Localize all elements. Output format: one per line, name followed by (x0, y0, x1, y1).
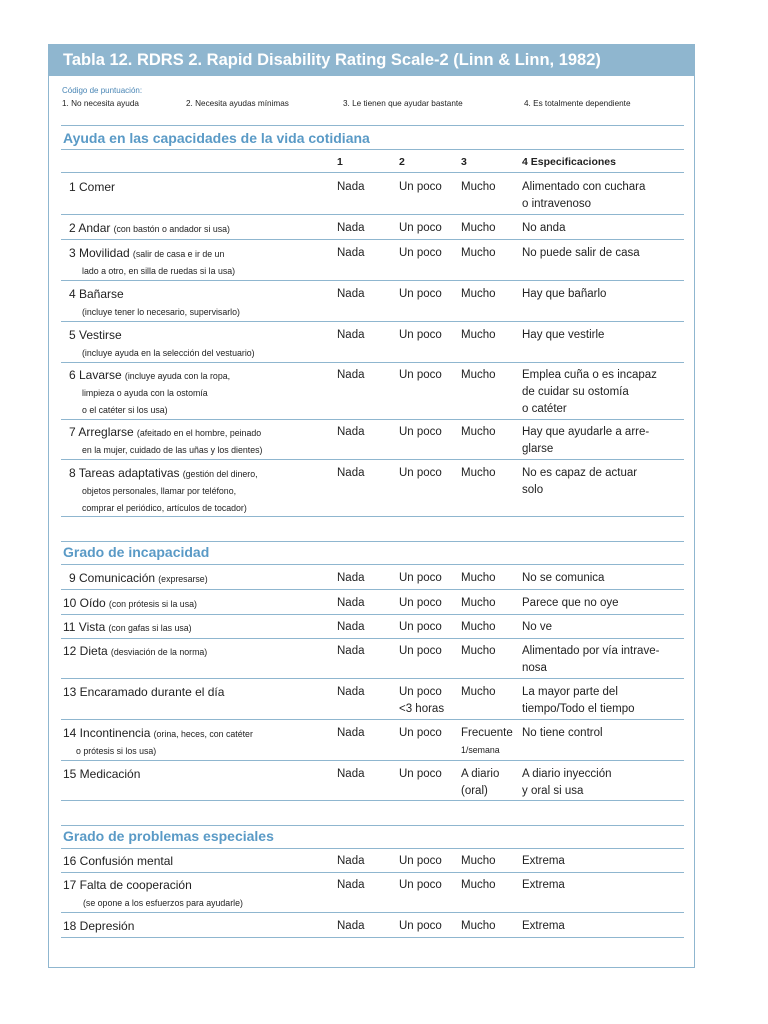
rating-scale-table (48, 44, 695, 968)
cell-2: Un poco (399, 879, 442, 891)
cell-4: Hay que vestirle (522, 329, 605, 341)
cell-1: Nada (337, 768, 365, 780)
section-title-special-problems: Grado de problemas especiales (63, 828, 274, 844)
cell-3: Mucho (461, 597, 496, 609)
cell-4: Extrema (522, 855, 565, 867)
divider (61, 589, 684, 590)
cell-1: Nada (337, 879, 365, 891)
cell-1: Nada (337, 426, 365, 438)
row-note: (desviación de la norma) (110, 647, 208, 657)
divider (61, 937, 684, 938)
cell-1: Nada (337, 686, 365, 698)
cell-4: La mayor parte del tiempo/Todo el tiempo (522, 686, 635, 715)
row-note: (expresarse) (158, 574, 208, 584)
cell-1: Nada (337, 467, 365, 479)
row-label: 2 Andar (69, 221, 111, 235)
divider (61, 239, 684, 240)
divider (61, 825, 684, 826)
cell-1: Nada (337, 920, 365, 932)
section-title-disability: Grado de incapacidad (63, 544, 210, 560)
cell-4: No es capaz de actuar solo (522, 467, 638, 496)
row-note: (incluye tener lo necesario, supervisarlo) (82, 307, 240, 317)
row-note: (con prótesis si la usa) (108, 599, 197, 609)
cell-1: Nada (337, 181, 365, 193)
column-header-2: 2 (399, 156, 405, 168)
divider (61, 149, 684, 150)
row-note: en la mujer, cuidado de las uñas y los dientes) (82, 445, 263, 455)
table-title: Tabla 12. RDRS 2. Rapid Disability Rating Scale-2 (Linn & Linn, 1982) (49, 45, 694, 76)
cell-4: Hay que bañarlo (522, 288, 607, 300)
row-note: (orina, heces, con catéter (153, 729, 253, 739)
divider (61, 459, 684, 460)
row-note: (con gafas si las usa) (108, 623, 192, 633)
row-note: (afeitado en el hombre, peinado (136, 428, 262, 438)
row-note: lado a otro, en silla de ruedas si la usa) (82, 266, 236, 276)
row-label: 6 Lavarse (69, 368, 122, 382)
row-label: 17 Falta de cooperación (63, 878, 192, 892)
divider (61, 638, 684, 639)
divider (61, 419, 684, 420)
cell-1: Nada (337, 222, 365, 234)
cell-3: Mucho (461, 369, 496, 381)
column-header-3: 3 (461, 156, 467, 168)
row-label: 10 Oído (63, 596, 106, 610)
section-title-daily-living: Ayuda en las capacidades de la vida cotidiana (63, 130, 370, 146)
cell-3: Mucho (461, 621, 496, 633)
cell-2: Un poco (399, 645, 442, 657)
row-label: 8 Tareas adaptativas (69, 466, 180, 480)
row-label: 7 Arreglarse (69, 425, 134, 439)
row-label: 13 Encaramado durante el día (63, 685, 225, 699)
cell-2: Un poco (399, 181, 442, 193)
column-header-4: 4 Especificaciones (522, 156, 616, 168)
divider (61, 872, 684, 873)
cell-4: Alimentado por vía intrave- nosa (522, 645, 660, 674)
cell-4: No tiene control (522, 727, 603, 739)
cell-4: No ve (522, 621, 553, 633)
cell-1: Nada (337, 855, 365, 867)
legend-item-4: 4. Es totalmente dependiente (524, 99, 631, 108)
row-note: (incluye ayuda en la selección del vestuario) (82, 348, 255, 358)
row-note: o prótesis si los usa) (76, 746, 157, 756)
cell-4: Parece que no oye (522, 597, 619, 609)
row-label: 4 Bañarse (69, 287, 124, 301)
cell-2: Un poco (399, 768, 442, 780)
cell-2: Un poco (399, 621, 442, 633)
cell-4: Emplea cuña o es incapaz de cuidar su ostomía o catéter (522, 369, 657, 415)
cell-3: Mucho (461, 288, 496, 300)
row-label: 14 Incontinencia (63, 726, 151, 740)
cell-2: Un poco (399, 920, 442, 932)
divider (61, 760, 684, 761)
cell-3: Mucho (461, 879, 496, 891)
cell-2: Un poco (399, 329, 442, 341)
row-note: (gestión del dinero, (182, 469, 258, 479)
row-label: 16 Confusión mental (63, 854, 174, 868)
cell-4: Alimentado con cuchara o intravenoso (522, 181, 646, 210)
cell-1: Nada (337, 645, 365, 657)
cell-2: Un poco (399, 426, 442, 438)
cell-3: Mucho (461, 645, 496, 657)
cell-3: Mucho (461, 222, 496, 234)
cell-2: Un poco (399, 597, 442, 609)
cell-1: Nada (337, 247, 365, 259)
cell-2: Un poco (399, 369, 442, 381)
cell-2: Un poco (399, 727, 442, 739)
cell-1: Nada (337, 288, 365, 300)
cell-3: Mucho (461, 181, 496, 193)
cell-3: Mucho (461, 426, 496, 438)
divider (61, 280, 684, 281)
cell-2: Un poco (399, 572, 442, 584)
cell-1: Nada (337, 597, 365, 609)
legend-item-2: 2. Necesita ayudas mínimas (186, 99, 289, 108)
cell-4: No se comunica (522, 572, 605, 584)
cell-3: Mucho (461, 467, 496, 479)
cell-4: Extrema (522, 879, 565, 891)
cell-3: Mucho (461, 855, 496, 867)
divider (61, 516, 684, 517)
divider (61, 800, 684, 801)
divider (61, 848, 684, 849)
column-header-1: 1 (337, 156, 343, 168)
divider (61, 541, 684, 542)
cell-1: Nada (337, 572, 365, 584)
cell-3: Mucho (461, 686, 496, 698)
cell-1: Nada (337, 329, 365, 341)
cell-2: Un poco (399, 288, 442, 300)
row-label: 12 Dieta (63, 644, 108, 658)
cell-2: Un poco (399, 855, 442, 867)
cell-4: No puede salir de casa (522, 247, 640, 259)
cell-2: Un poco <3 horas (399, 686, 445, 715)
row-note: objetos personales, llamar por teléfono, (82, 486, 237, 496)
cell-3: Mucho (461, 247, 496, 259)
divider (61, 362, 684, 363)
cell-4: Extrema (522, 920, 565, 932)
divider (61, 321, 684, 322)
divider (61, 678, 684, 679)
cell-4: A diario inyección y oral si usa (522, 768, 612, 797)
row-label: 9 Comunicación (69, 571, 156, 585)
row-note: comprar el periódico, artículos de tocador) (82, 503, 247, 513)
divider (61, 125, 684, 126)
legend-item-1: 1. No necesita ayuda (62, 99, 139, 108)
divider (61, 172, 684, 173)
row-label: 18 Depresión (63, 919, 135, 933)
row-label: 15 Medicación (63, 767, 141, 781)
row-note: (se opone a los esfuerzos para ayudarle) (83, 898, 243, 908)
row-note: limpieza o ayuda con la ostomía (82, 388, 208, 398)
legend-item-3: 3. Le tienen que ayudar bastante (343, 99, 463, 108)
row-label: 5 Vestirse (69, 328, 122, 342)
divider (61, 564, 684, 565)
row-note: o el catéter si los usa) (82, 405, 168, 415)
cell-2: Un poco (399, 222, 442, 234)
legend-title: Código de puntuación: (62, 86, 143, 95)
cell-2: Un poco (399, 247, 442, 259)
row-label: 3 Movilidad (69, 246, 130, 260)
cell-3: Mucho (461, 329, 496, 341)
cell-4: Hay que ayudarle a arre- glarse (522, 426, 650, 455)
divider (61, 214, 684, 215)
cell-4: No anda (522, 222, 566, 234)
row-label: 1 Comer (69, 180, 116, 194)
divider (61, 912, 684, 913)
divider (61, 614, 684, 615)
cell-3: Mucho (461, 572, 496, 584)
cell-3: Frecuente 1/semana (461, 727, 513, 755)
cell-1: Nada (337, 621, 365, 633)
cell-2: Un poco (399, 467, 442, 479)
cell-3: Mucho (461, 920, 496, 932)
divider (61, 719, 684, 720)
cell-1: Nada (337, 727, 365, 739)
row-note: (incluye ayuda con la ropa, (124, 371, 231, 381)
cell-1: Nada (337, 369, 365, 381)
cell-3: A diario (oral) (461, 768, 500, 797)
row-note: (con bastón o andador si usa) (113, 224, 230, 234)
row-label: 11 Vista (63, 620, 106, 634)
row-note: (salir de casa e ir de un (132, 249, 225, 259)
